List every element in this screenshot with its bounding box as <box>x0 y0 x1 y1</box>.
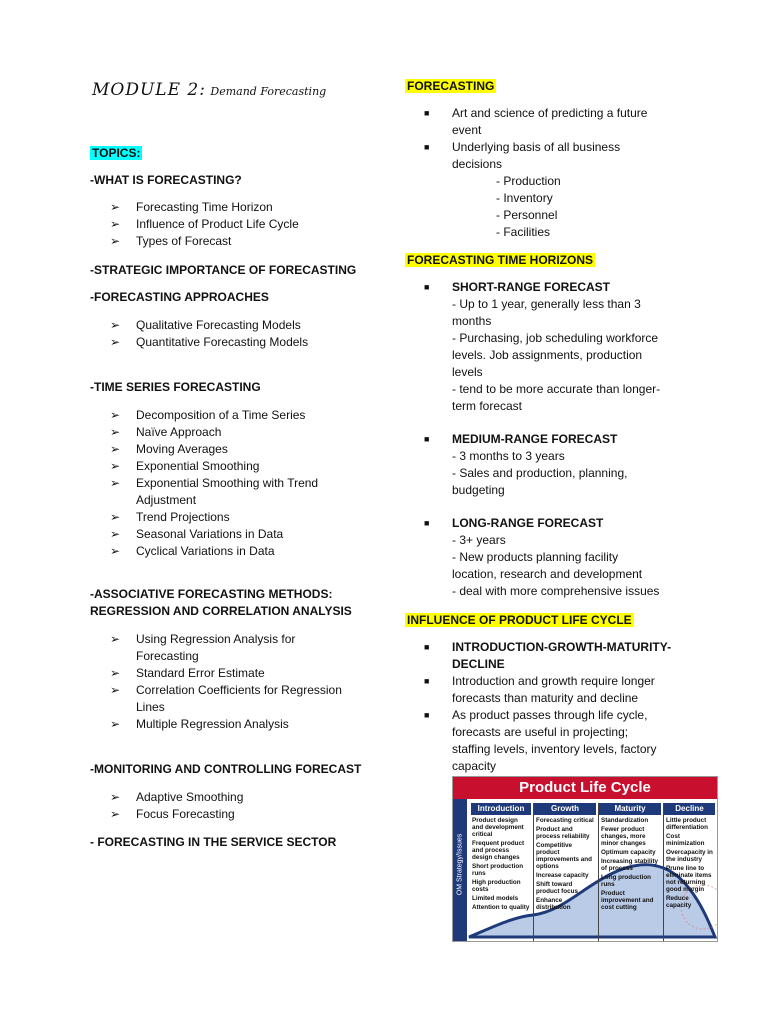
list-item: ➢ Qualitative Forecasting Models <box>110 318 301 332</box>
list-item: ➢ Adaptive Smoothing <box>110 790 244 804</box>
time-series-list <box>110 407 360 560</box>
plc-col-decline: Little product differentiation Cost minimization Overcapacity in the industry Prune line to eliminate items not returning good margin Reduce capacity <box>666 817 713 909</box>
list-item: ➢ Exponential Smoothing <box>110 459 260 473</box>
plc-col-maturity: Standardization Fewer product changes, more minor changes Optimum capacity Increasing stability of process Long production runs Product improvement and cost cutting <box>601 817 659 911</box>
medium-range-block <box>424 431 694 499</box>
list-item: ■ Underlying basis of all business decisions <box>424 140 621 171</box>
plc-col-growth: Forecasting critical Product and process reliability Competitive product improvements and options Increase capacity Shift toward product focus Enhance distribution <box>536 817 594 911</box>
list-item: ➢ Multiple Regression Analysis <box>110 717 289 731</box>
list-item: ➢ Using Regression Analysis for Forecasting <box>110 632 296 663</box>
plc-stage-decline: Decline <box>664 803 715 815</box>
list-item: ➢ Influence of Product Life Cycle <box>110 217 299 231</box>
list-item: ■ MEDIUM-RANGE FORECAST - 3 months to 3 years - Sales and production, planning, budgeting <box>424 432 628 497</box>
monitoring-list <box>110 789 360 823</box>
plc-stage-growth: Growth <box>534 803 596 815</box>
plc-heading: INFLUENCE OF PRODUCT LIFE CYCLE <box>407 613 632 627</box>
list-item: ➢ Quantitative Forecasting Models <box>110 335 309 349</box>
plc-side-bar <box>453 799 467 941</box>
section-heading-approaches: -FORECASTING APPROACHES <box>90 290 269 304</box>
horizons-heading: FORECASTING TIME HORIZONS <box>407 253 593 267</box>
plc-divider <box>533 803 534 941</box>
module-subtitle: Demand Forecasting <box>210 85 327 98</box>
list-item: ➢ Correlation Coefficients for Regression Lines <box>110 683 342 714</box>
module-title: MODULE 2: <box>92 80 206 100</box>
list-item: ➢ Cyclical Variations in Data <box>110 544 275 558</box>
long-range-block <box>424 515 694 600</box>
section-heading-time-series: -TIME SERIES FORECASTING <box>90 380 261 394</box>
list-item: ■ Art and science of predicting a future event <box>424 106 648 137</box>
section-heading-monitoring: -MONITORING AND CONTROLLING FORECAST <box>90 762 362 776</box>
list-item: ➢ Focus Forecasting <box>110 807 235 821</box>
list-item: - Production <box>496 174 561 188</box>
list-item: ➢ Standard Error Estimate <box>110 666 265 680</box>
plc-col-introduction: Product design and development critical Frequent product and process design changes Short production runs High production costs Limited models Attention to quality <box>472 817 530 911</box>
list-item: ➢ Types of Forecast <box>110 234 232 248</box>
module-heading <box>92 80 326 100</box>
plc-bullets <box>424 639 704 775</box>
list-item: - Inventory <box>496 191 553 205</box>
associative-list <box>110 631 370 733</box>
list-item: ■ As product passes through life cycle, forecasts are useful in projecting; staffing levels, inventory levels, factory capacity <box>424 708 657 773</box>
section-heading-strategic: -STRATEGIC IMPORTANCE OF FORECASTING <box>90 263 357 277</box>
approaches-list <box>110 317 360 351</box>
product-life-cycle-figure <box>452 776 718 942</box>
topics-label: TOPICS: <box>92 146 141 160</box>
section-heading-associative: -ASSOCIATIVE FORECASTING METHODS: REGRESSION AND CORRELATION ANALYSIS <box>90 587 352 618</box>
list-item: ■ LONG-RANGE FORECAST - 3+ years - New products planning facility location, research and development - deal with more comprehensive issues <box>424 516 660 598</box>
plc-figure-title: Product Life Cycle <box>453 777 717 799</box>
short-range-block <box>424 279 694 415</box>
what-is-list <box>110 199 360 250</box>
list-item: ➢ Naïve Approach <box>110 425 222 439</box>
list-item: ➢ Exponential Smoothing with Trend Adjustment <box>110 476 319 507</box>
plc-divider <box>598 803 599 941</box>
list-item: ■ INTRODUCTION-GROWTH-MATURITY- DECLINE <box>424 640 672 671</box>
list-item: ■ Introduction and growth require longer forecasts than maturity and decline <box>424 674 655 705</box>
forecasting-heading: FORECASTING <box>407 79 495 93</box>
forecasting-sublist <box>424 173 561 241</box>
list-item: ➢ Forecasting Time Horizon <box>110 200 273 214</box>
plc-divider <box>663 803 664 941</box>
list-item: ■ SHORT-RANGE FORECAST - Up to 1 year, generally less than 3 months - Purchasing, job scheduling workforce levels. Job assignments, production levels - tend to be more accurate than longer- term forecast <box>424 280 661 413</box>
forecasting-bullets <box>424 105 684 173</box>
list-item: ➢ Decomposition of a Time Series <box>110 408 306 422</box>
list-item: ➢ Moving Averages <box>110 442 228 456</box>
list-item: ➢ Trend Projections <box>110 510 230 524</box>
section-heading-what-is: -WHAT IS FORECASTING? <box>90 173 242 187</box>
list-item: - Facilities <box>496 225 551 239</box>
plc-stage-introduction: Introduction <box>471 803 531 815</box>
section-heading-service: - FORECASTING IN THE SERVICE SECTOR <box>90 835 337 849</box>
plc-stage-maturity: Maturity <box>599 803 661 815</box>
list-item: - Personnel <box>496 208 558 222</box>
list-item: ➢ Seasonal Variations in Data <box>110 527 284 541</box>
plc-side-label: OM Strategy/Issues <box>456 833 464 896</box>
